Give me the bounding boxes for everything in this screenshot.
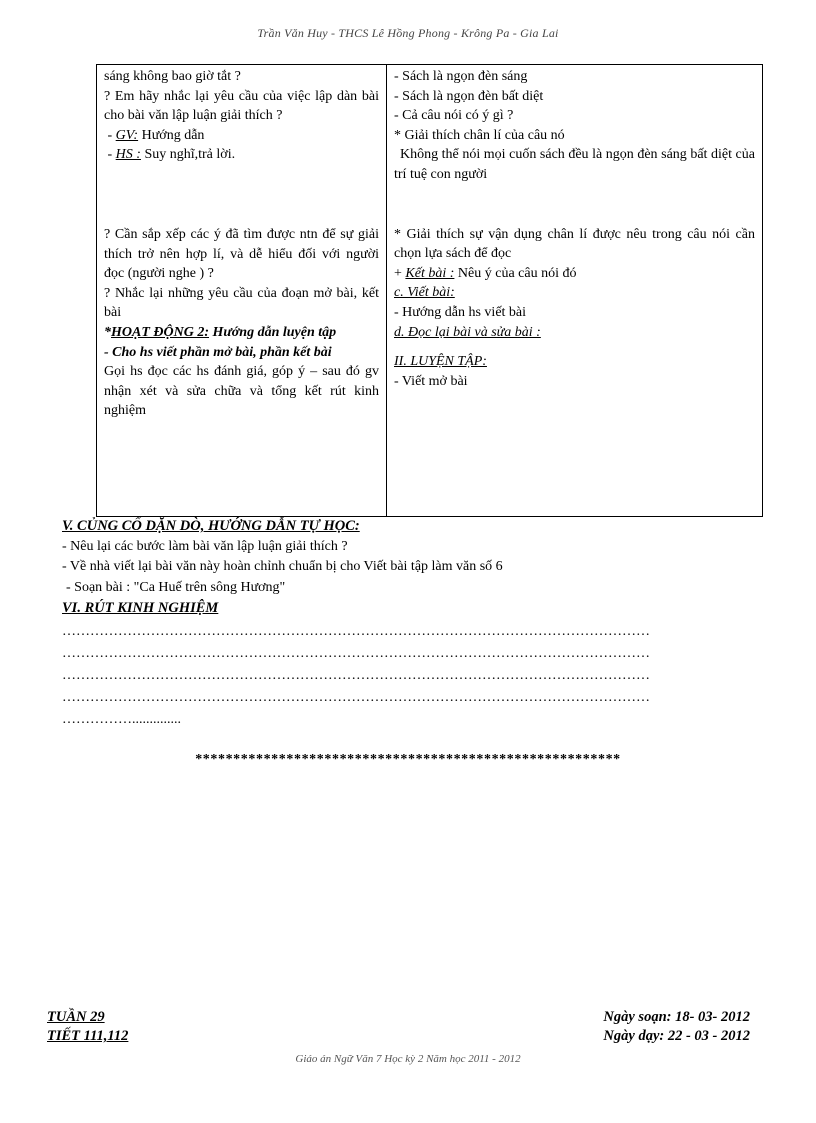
lesson-table bbox=[96, 64, 763, 517]
right-line-1: - Sách là ngọn đèn sáng bbox=[394, 69, 528, 84]
activity-2-title: HOẠT ĐỘNG 2: bbox=[111, 324, 209, 340]
right-line-6: * Giải thích sự vận dụng chân lí được nêu trong câu nói cần chọn lựa sách để đọc bbox=[394, 226, 755, 262]
section-5-title: V. CỦNG CỐ DẶN DÒ, HƯỚNG DẪN TỰ HỌC: bbox=[62, 518, 360, 534]
week-label: TUẦN 29 bbox=[47, 1009, 105, 1025]
notes-line-4: ……………………………………………………………………………………………………………… bbox=[62, 690, 650, 705]
question-arrange: ? Cần sắp xếp các ý đã tìm được ntn để sự giải thích trở nên hợp lí, và dễ hiểu đối với người đọc (người nghe ) ? bbox=[104, 226, 379, 282]
ketbai-text: Nêu ý của câu nói đó bbox=[454, 265, 577, 281]
ketbai-label: Kết bài : bbox=[405, 265, 455, 281]
section-5-item-2: - Về nhà viết lại bài văn này hoàn chỉnh chuẩn bị cho Viết bài tập làm văn số 6 bbox=[62, 559, 503, 574]
hs-label: HS : bbox=[115, 147, 141, 163]
teaching-date: Ngày dạy: 22 - 03 - 2012 bbox=[603, 1028, 750, 1044]
period-label: TIẾT 111,112 bbox=[47, 1028, 129, 1044]
gv-line: - GV: Hướng dẫn bbox=[104, 127, 205, 143]
gv-label: GV: bbox=[115, 127, 139, 143]
right-line-8: - Viết mở bài bbox=[394, 373, 468, 389]
right-line-3: - Cả câu nói có ý gì ? bbox=[394, 108, 514, 124]
practice-description: Gọi hs đọc các hs đánh giá, góp ý – sau đó gv nhận xét và sửa chữa và tổng kết rút kinh nghiệm bbox=[104, 364, 379, 419]
notes-line-3: ……………………………………………………………………………………………………………… bbox=[62, 668, 650, 683]
page-header: Trần Văn Huy - THCS Lê Hồng Phong - Krông Pa - Gia Lai bbox=[257, 26, 559, 40]
activity-2-sub: Hướng dẫn luyện tập bbox=[209, 324, 337, 340]
right-line-2: - Sách là ngọn đèn bất diệt bbox=[394, 88, 544, 104]
prepared-date: Ngày soạn: 18- 03- 2012 bbox=[603, 1009, 750, 1025]
section-5-item-3: - Soạn bài : "Ca Huế trên sông Hương" bbox=[66, 580, 286, 595]
notes-line-1: ……………………………………………………………………………………………………………… bbox=[62, 624, 650, 639]
luyentap-heading: II. LUYỆN TẬP: bbox=[394, 354, 487, 370]
notes-line-2: ……………………………………………………………………………………………………………… bbox=[62, 646, 650, 661]
ketbai-line: + Kết bài : Nêu ý của câu nói đó bbox=[394, 265, 577, 281]
right-line-7: - Hướng dẫn hs viết bài bbox=[394, 304, 527, 320]
hs-line: - HS : Suy nghĩ,trả lời. bbox=[104, 147, 236, 163]
notes-line-5: …………….............. bbox=[62, 712, 181, 727]
question-outline: ? Em hãy nhắc lại yêu cầu của việc lập dàn bài cho bài văn lập luận giải thích ? bbox=[104, 88, 379, 124]
vietbai-heading: c. Viết bài: bbox=[394, 285, 455, 301]
right-line-5: Không thể nói mọi cuốn sách đều là ngọn đèn sáng bất diệt của trí tuệ con người bbox=[394, 147, 755, 182]
docbai-heading: d. Đọc lại bài và sửa bài : bbox=[394, 324, 541, 340]
section-6-title: VI. RÚT KINH NGHIỆM bbox=[62, 600, 219, 616]
activity-2-heading: *HOẠT ĐỘNG 2: Hướng dẫn luyện tập bbox=[104, 324, 337, 340]
question-intro-conclusion: ? Nhắc lại những yêu cầu của đoạn mở bài, kết bài bbox=[104, 285, 379, 321]
star-divider: ******************************************************** bbox=[195, 752, 621, 767]
section-5-item-1: - Nêu lại các bước làm bài văn lập luận giải thích ? bbox=[62, 539, 348, 554]
dates-block bbox=[603, 1008, 750, 1046]
gv-text: Hướng dẫn bbox=[138, 127, 205, 143]
page-footer: Giáo án Ngữ Văn 7 Học kỳ 2 Năm học 2011 - 2012 bbox=[295, 1053, 521, 1065]
practice-task: - Cho hs viết phần mở bài, phần kết bài bbox=[104, 344, 332, 360]
left-line-1: sáng không bao giờ tắt ? bbox=[104, 69, 241, 84]
teacher-activity-cell bbox=[97, 65, 387, 517]
content-cell bbox=[387, 65, 763, 517]
week-period-block bbox=[47, 1008, 128, 1046]
hs-text: Suy nghĩ,trả lời. bbox=[140, 147, 236, 163]
right-line-4: * Giải thích chân lí của câu nó bbox=[394, 127, 565, 143]
